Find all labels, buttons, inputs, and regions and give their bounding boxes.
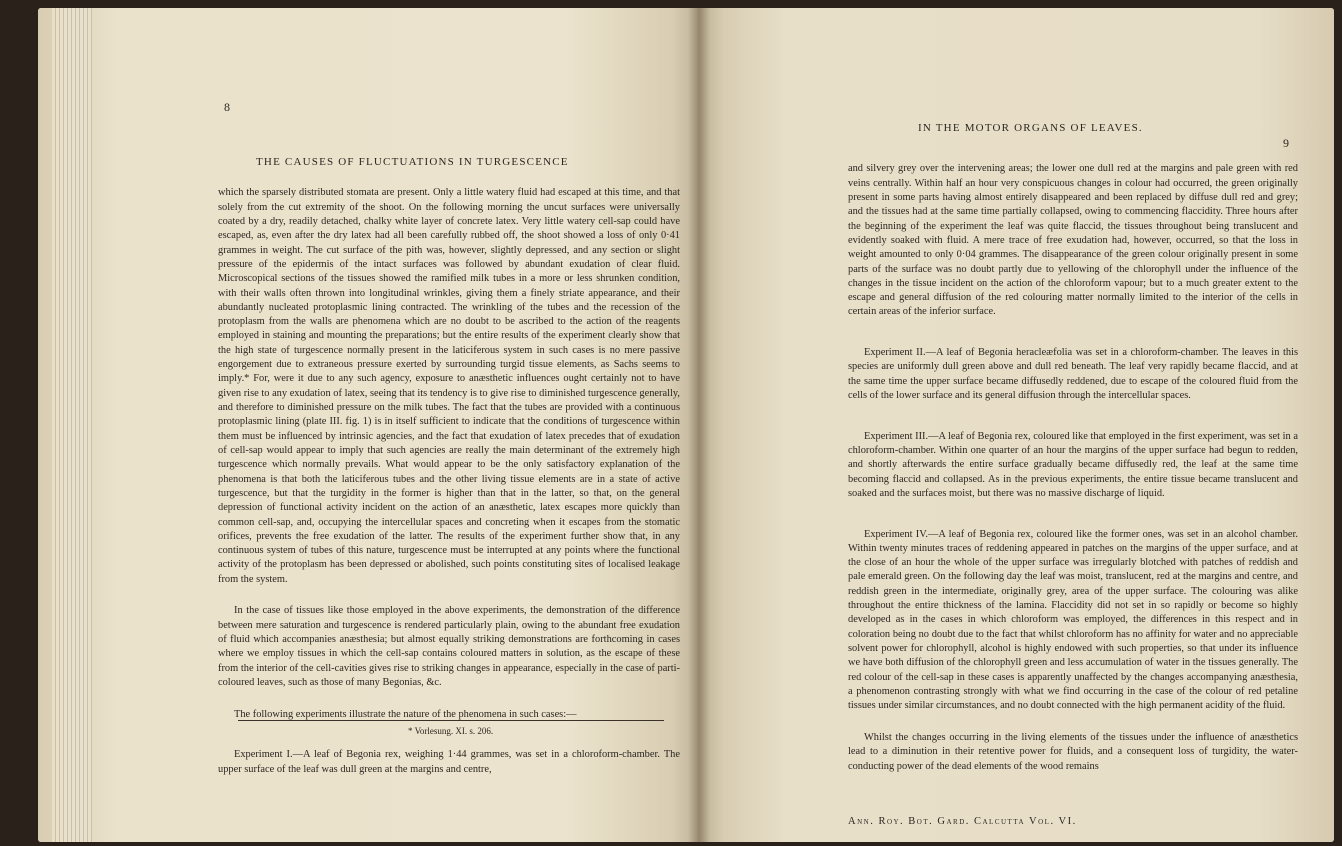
paragraph: Experiment I.—A leaf of Begonia rex, weighing 1·44 grammes, was set in a chloroform-chamber. The upper surface of the leaf was dull green at the margins and centre,: [218, 749, 680, 775]
page-edges: [52, 8, 92, 842]
paragraph: Experiment II.—A leaf of Begonia heracleæfolia was set in a chloroform-chamber. The leaves in this species are uniformly dull green above and dull red beneath. The leaf very rapidly became flaccid, and at the same time the upper surface became diffusedly reddened, due to escape of the coloured fluid from the cells of the lower surface and its general diffusion through the intercellular spaces.: [848, 347, 1298, 401]
book-spread: [38, 8, 1334, 842]
paragraph: Experiment III.—A leaf of Begonia rex, coloured like that employed in the first experiment, was set in a chloroform-chamber. Within one quarter of an hour the margins of the upper surface had begun to redden, and shortly afterwards the entire surface gradually became diffusedly red, the leaf at the same time becoming flaccid and collapsed. As in the previous experiments, the entire tissue became translucent and soaked and the surfaces moist, but there was no massive discharge of liquid.: [848, 430, 1298, 499]
journal-footer: Ann. Roy. Bot. Gard. Calcutta Vol. VI.: [848, 816, 1077, 827]
paragraph: In the case of tissues like those employed in the above experiments, the demonstration of the difference between mere saturation and turgescence is rendered particularly plain, owing to the abundant free exudation of fluid which accompanies anæsthesia; but almost equally striking demonstrations are forthcoming in cases where we employ tissues in which the cell-sap contains coloured matters in solution, as the escape of these from the interior of the cell-cavities gives rise to striking changes in appearance, especially in the case of parti-coloured leaves, such as those of many Begonias, &c.: [218, 605, 680, 688]
body-text: [848, 148, 1298, 791]
paragraph: and silvery grey over the intervening areas; the lower one dull red at the margins and pale green with red veins centrally. Within half an hour very conspicuous changes in colour had occurred, the green originally present in some parts having almost entirely disappeared and been replaced by diffuse dull red and grey; and the tissues had at the same time partially collapsed, owing to commencing flaccidity. Three hours after the beginning of the experiment the leaf was quite flaccid, the tissues throughout being translucent and evidently soaked with fluid. A mere trace of free exudation had, however, occurred, so that the loss in weight amounted to only 0·04 grammes. The disappearance of the green colour originally present in some parts of the surface was no doubt partly due to yellowing of the chlorophyll under the influence of the changes in the tissue incident on the action of the chloroform vapour; but to a much greater extent to the escape and general diffusion of the red colouring matter normally limited to the interior of the cells in certain areas of the inferior surface.: [848, 163, 1298, 318]
footnote: * Vorlesung. XI. s. 206.: [408, 726, 494, 736]
gutter-shadow: [688, 8, 710, 842]
page-number: 8: [224, 100, 230, 114]
paragraph: Whilst the changes occurring in the living elements of the tissues under the influence of anæsthetics lead to a diminution in their retentive power for fluids, and a consequent loss of turgidity, the water-conducting power of the dead elements of the wood remains: [848, 731, 1298, 772]
page-number: 9: [1283, 136, 1289, 150]
paragraph: Experiment IV.—A leaf of Begonia rex, coloured like the former ones, was set in an alcohol chamber. Within twenty minutes traces of reddening appeared in patches on the margins of the upper surface, and at the close of an hour the whole of the upper surface was irregularly blotched with patches of reddish and pale emerald green. On the following day the leaf was moist, translucent, red at the margins and centre, and reddish green in the intermediate, originally grey, area of the upper surface. The colouring was alike throughout the entire thickness of the lamina. Flaccidity did not set in so rapidly or become so highly developed as in the cases in which chloroform was employed, the differences in this respect and in coloration being no doubt due to the fact that whilst chloroform has no affinity for water and no appreciable solvent power for chlorophyll, alcohol is highly endowed with such properties, so that under its influence we have both diffusion of the chlorophyll green and less accumulation of water in the tissues generally. The red colour of the cell-sap in these cases is apparently unaffected by the changes accompanying anæsthesia, a phenomenon contrasting strongly with what we find occurring in the case of the colour of red petaline tissues under similar circumstances, and no doubt connected with the high permanent acidity of the fluid.: [848, 528, 1298, 712]
right-page: [698, 8, 1334, 842]
footnote-rule: [238, 720, 664, 721]
left-page: [38, 8, 698, 842]
running-head: THE CAUSES OF FLUCTUATIONS IN TURGESCENCE: [256, 156, 569, 168]
body-text: [218, 172, 680, 794]
running-head: IN THE MOTOR ORGANS OF LEAVES.: [918, 122, 1143, 134]
paragraph: The following experiments illustrate the nature of the phenomena in such cases:—: [234, 708, 577, 720]
paragraph: which the sparsely distributed stomata are present. Only a little watery fluid had escaped at this time, and that solely from the cut extremity of the shoot. On the following morning the uncut surfaces were universally coated by a dry, readily detached, chalky white layer of concrete latex. Very little watery cell-sap could have escaped, as, even after the dry latex had all been carefully rubbed off, the shoot showed a loss of only 0·41 grammes in weight. The cut surface of the pith was, however, slightly depressed, and any section or slight pressure of the epidermis of the intact surfaces was followed by abundant exudation of clear fluid. Microscopical sections of the tissues showed the ramified milk tubes in a more or less shrunken condition, with their walls often thrown into longitudinal wrinkles, giving them a finely striate appearance, and their abundantly nucleated protoplasmic lining contracted. The wrinkling of the tubes and the recession of the protoplasm from the walls are phenomena which are no doubt to be ascribed to the action of the reagents employed in staining and mounting the preparations; but the entire results of the experiment clearly show that the high state of turgescence normally present in the laticiferous system in such cases is no mere passive engorgement due to extraneous pressure exerted by surrounding turgid tissue elements, as Sachs seems to imply.* For, were it due to any such agency, exposure to anæsthetic influences ought certainly not to have given rise to any exudation of latex, seeing that its tendency is to give rise to diminished turgescence generally, and therefore to diminished pressure on the milk tubes. The fact that the tubes are provided with a continuous protoplasmic lining (plate III. fig. 1) is in itself sufficient to indicate that the conditions of turgescence within them must be influenced by intrinsic agencies, and the fact that exudation of latex precedes that of exudation of cell-sap would appear to imply that such agencies are really the main determinant of the extremely high turgescence which normally prevails. What would appear to be the only satisfactory explanation of the phenomena is that both the laticiferous tubes and the other living tissue elements are in a state of active turgescence, but that the turgidity in the former is higher than that in the latter, so that, on the general depression of functional activity incident on the action of an anæsthetic, latex escapes more quickly than common cell-sap, and, occupying the intercellular spaces and concreting when it escapes from the stomatic orifices, prevents the free exudation of the latter. The results of the experiment further show that, in any continuous system of tubes of this nature, turgescence must be interrupted at any points where the functional activity of the protoplasm has been depressed or abolished, such points constituting sites of localised leakage from the system.: [218, 187, 680, 585]
